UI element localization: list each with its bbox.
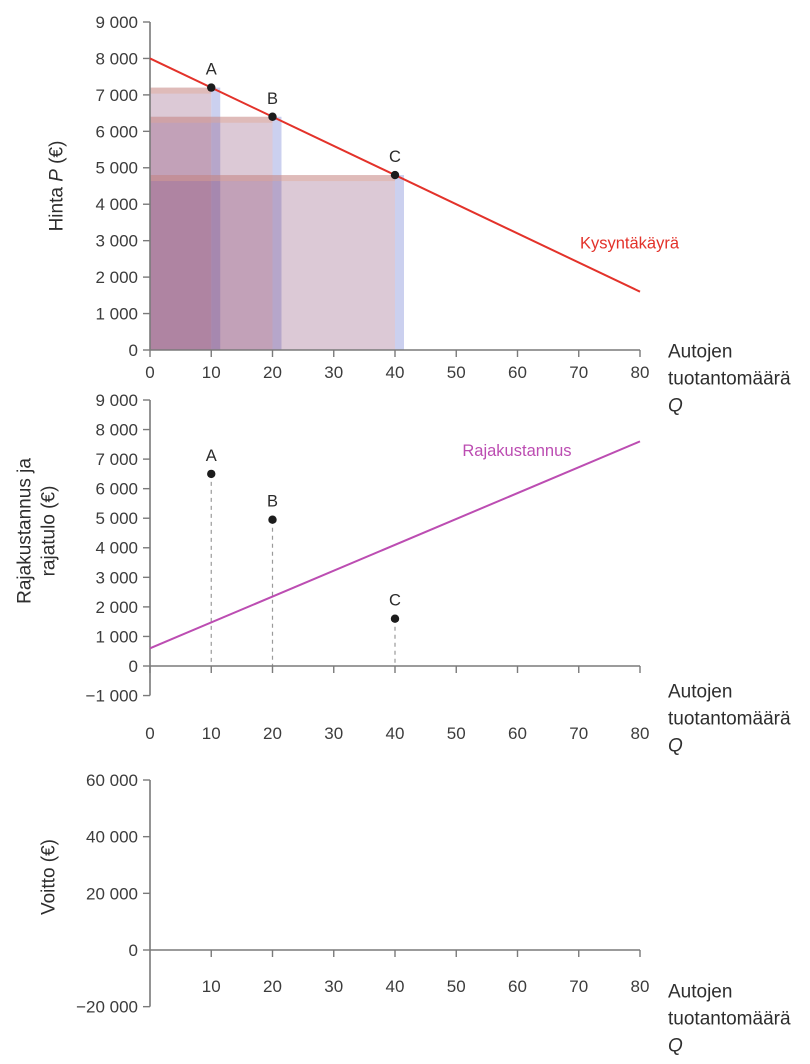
revenue-rect-top-band-B bbox=[150, 117, 273, 123]
y-tick-label: 6 000 bbox=[95, 479, 138, 499]
x-axis-title-line: Autojen bbox=[668, 981, 733, 1003]
x-tick-label: 80 bbox=[630, 362, 650, 382]
point-C bbox=[391, 171, 399, 179]
y-tick-label: 0 bbox=[128, 940, 138, 960]
y-tick-label: 7 000 bbox=[95, 85, 138, 105]
y-axis-title: Hinta P (€) bbox=[46, 140, 68, 232]
x-axis-title-line: tuotantomäärä bbox=[668, 708, 791, 730]
y-tick-label: 40 000 bbox=[86, 827, 138, 847]
revenue-rect-top-band-A bbox=[150, 88, 211, 94]
point-C bbox=[391, 615, 399, 623]
y-tick-label: 0 bbox=[128, 340, 138, 360]
x-tick-label: 0 bbox=[145, 723, 155, 743]
x-tick-label: 20 bbox=[263, 362, 282, 382]
y-tick-label: 2 000 bbox=[95, 268, 138, 288]
x-tick-label: 30 bbox=[324, 362, 344, 382]
y-tick-label: 20 000 bbox=[86, 884, 138, 904]
point-label-B: B bbox=[266, 89, 279, 108]
y-tick-label: 9 000 bbox=[95, 390, 138, 410]
x-tick-label: 50 bbox=[446, 723, 466, 743]
x-tick-label: 40 bbox=[385, 723, 405, 743]
x-tick-label: 70 bbox=[569, 723, 589, 743]
point-label-C: C bbox=[389, 148, 401, 167]
revenue-rect-top-band-C bbox=[150, 175, 395, 181]
x-axis-title-line: tuotantomäärä bbox=[668, 1008, 791, 1030]
x-tick-label: 80 bbox=[630, 976, 650, 996]
y-axis-title: Rajakustannus ja bbox=[14, 458, 36, 604]
y-axis-title: Voitto (€) bbox=[38, 838, 60, 916]
y-tick-label: 2 000 bbox=[95, 597, 138, 617]
revenue-rect-C bbox=[150, 175, 395, 350]
x-axis-title-line: Autojen bbox=[668, 681, 733, 703]
point-A bbox=[207, 470, 215, 478]
chart-marginal bbox=[15, 391, 791, 757]
y-tick-label: 0 bbox=[128, 656, 138, 676]
y-tick-label: 3 000 bbox=[95, 231, 138, 251]
revenue-rect-right-band-C bbox=[395, 175, 404, 350]
y-tick-label: 9 000 bbox=[95, 12, 138, 32]
x-tick-label: 0 bbox=[145, 362, 155, 382]
x-tick-label: 50 bbox=[446, 976, 466, 996]
x-axis-title-line: Autojen bbox=[668, 341, 733, 363]
y-tick-label: 3 000 bbox=[95, 568, 138, 588]
y-tick-label: 4 000 bbox=[95, 538, 138, 558]
point-A bbox=[207, 83, 215, 91]
y-tick-label: 8 000 bbox=[95, 420, 138, 440]
x-tick-label: 10 bbox=[201, 362, 221, 382]
y-tick-label: 5 000 bbox=[95, 158, 138, 178]
x-tick-label: 80 bbox=[630, 723, 650, 743]
x-axis-title-line: Q bbox=[668, 735, 683, 757]
x-tick-label: 30 bbox=[324, 976, 344, 996]
x-tick-label: 40 bbox=[385, 362, 405, 382]
series-label-Kysyntäkäyrä: Kysyntäkäyrä bbox=[579, 234, 680, 253]
point-label-A: A bbox=[205, 446, 217, 465]
x-tick-label: 60 bbox=[508, 976, 527, 996]
y-tick-label: 1 000 bbox=[95, 627, 138, 647]
x-tick-label: 50 bbox=[446, 362, 466, 382]
x-tick-label: 70 bbox=[569, 976, 589, 996]
y-tick-label: −1 000 bbox=[85, 686, 138, 706]
y-tick-label: 5 000 bbox=[95, 509, 138, 529]
x-axis-title-line: tuotantomäärä bbox=[668, 368, 791, 390]
chart-profit bbox=[39, 771, 791, 1057]
point-label-C: C bbox=[389, 591, 401, 610]
y-tick-label: 1 000 bbox=[95, 304, 138, 324]
x-tick-label: 10 bbox=[201, 723, 221, 743]
y-tick-label: 60 000 bbox=[86, 770, 138, 790]
y-tick-label: 8 000 bbox=[95, 49, 138, 69]
x-tick-label: 40 bbox=[385, 976, 405, 996]
point-label-B: B bbox=[266, 492, 279, 511]
y-tick-label: −20 000 bbox=[76, 997, 138, 1017]
x-tick-label: 20 bbox=[263, 723, 282, 743]
series-label-Rajakustannus: Rajakustannus bbox=[462, 442, 572, 461]
x-tick-label: 30 bbox=[324, 723, 344, 743]
y-tick-label: 4 000 bbox=[95, 195, 138, 215]
x-axis-title-line: Q bbox=[668, 1035, 683, 1057]
point-B bbox=[268, 516, 276, 524]
point-B bbox=[268, 113, 276, 121]
y-tick-label: 6 000 bbox=[95, 122, 138, 142]
x-tick-label: 60 bbox=[508, 723, 527, 743]
point-label-A: A bbox=[205, 60, 217, 79]
chart-price bbox=[47, 13, 791, 417]
x-tick-label: 10 bbox=[201, 976, 221, 996]
y-axis-title: rajatulo (€) bbox=[38, 485, 60, 577]
x-axis-title-line: Q bbox=[668, 395, 683, 417]
x-tick-label: 20 bbox=[263, 976, 282, 996]
y-tick-label: 7 000 bbox=[95, 450, 138, 470]
x-tick-label: 60 bbox=[508, 362, 527, 382]
x-tick-label: 70 bbox=[569, 362, 589, 382]
